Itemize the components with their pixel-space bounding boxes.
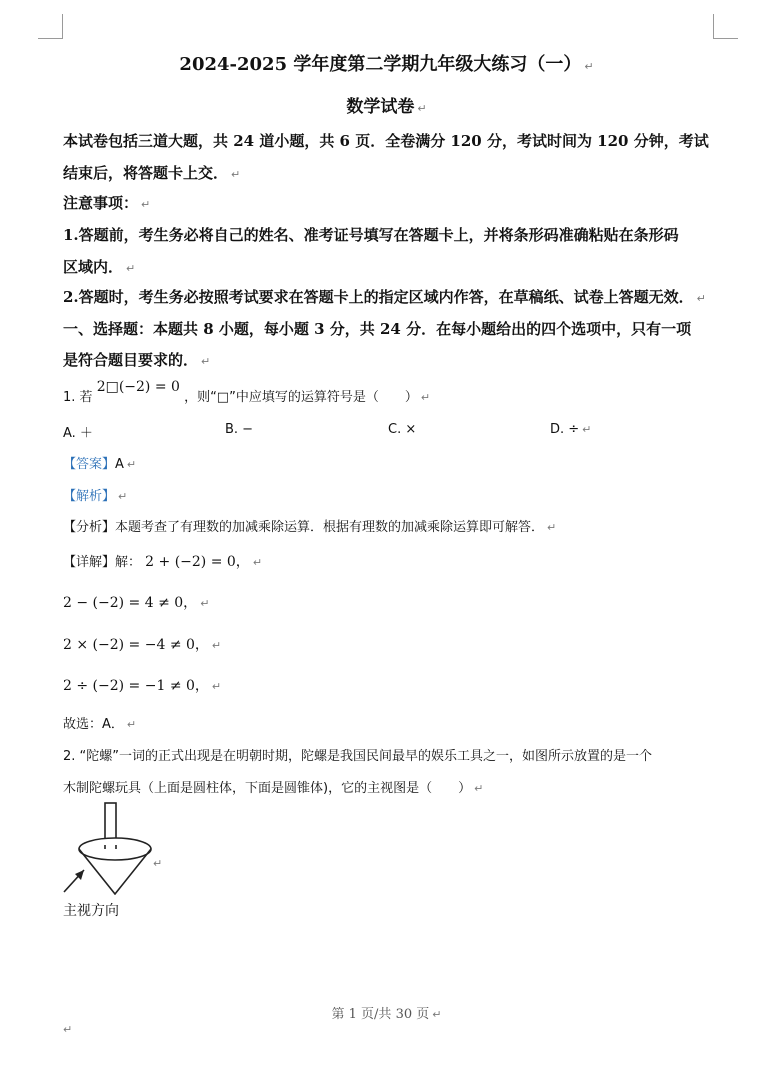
crop-mark-top-right [713,14,738,39]
q1-conclusion: 故选：A． ↵ [63,717,137,732]
q1-step-2: 2 − (−2) = 4 ≠ 0， ↵ [63,595,210,611]
q1-step-4: 2 ÷ (−2) = −1 ≠ 0， ↵ [63,678,222,694]
intro-line-1: 本试卷包括三道大题，共 24 道小题，共 6 页．全卷满分 120 分，考试时间为 120 分钟，考试 [63,132,709,150]
analysis-tag: 【解析】 [63,489,116,504]
page-footer: 第 1 页/共 30 页 ↵ [331,1007,442,1022]
exam-subtitle: 数学试卷 ↵ [346,97,427,117]
q1-answer: 【答案】A ↵ [63,457,137,472]
note-1-line-1: 1.答题前，考生务必将自己的姓名、准考证号填写在答题卡上，并将条形码准确粘贴在条形码 [63,226,679,244]
q1-fenxi: 【分析】本题考查了有理数的加减乘除运算．根据有理数的加减乘除运算即可解答． ↵ [63,520,557,535]
section-1-line-1: 一、选择题：本题共 8 小题，每小题 3 分，共 24 分．在每小题给出的四个选项中，只有一项 [63,320,692,338]
q1-analysis: 【解析】 ↵ [63,489,128,504]
q1-option-c: C. × [388,422,417,437]
crop-mark-top-left [38,14,63,39]
q1-detail: 【详解】解： 2 + (−2) = 0， ↵ [63,554,263,570]
intro-line-2: 结束后，将答题卡上交． ↵ [63,164,241,182]
spinning-top-figure [60,800,170,895]
q1-step-1: 2 + (−2) = 0， [145,554,250,570]
question-2-line-1: 2. “陀螺”一词的正式出现是在明朝时期，陀螺是我国民间最早的娱乐工具之一，如图所示放置的是一个 [63,749,653,764]
note-1-line-2: 区域内． ↵ [63,258,136,276]
figure-label: 主视方向 [63,903,119,919]
notes-title: 注意事项： ↵ [63,194,151,212]
question-1-stem: 1. 若 2□(−2) = 0 ，则“□”中应填写的运算符号是（ ） ↵ [63,379,431,405]
question-2-line-2: 木制陀螺玩具（上面是圆柱体，下面是圆锥体)，它的主视图是（ ） ↵ [63,781,484,796]
answer-tag: 【答案】 [63,457,116,472]
exam-title: 2024-2025 学年度第二学期九年级大练习（一） ↵ [179,54,594,75]
q1-option-b: B. − [225,422,254,437]
section-1-line-2: 是符合题目要求的． ↵ [63,351,211,369]
note-2: 2.答题时，考生务必按照考试要求在答题卡上的指定区域内作答，在草稿纸、试卷上答题无效． ↵ [63,288,706,306]
q1-option-d: D. ÷ ↵ [550,422,592,437]
q1-option-a: A. ＋ [63,426,93,441]
question-1-formula: 2□(−2) = 0 [96,379,180,395]
top-cone-rim [79,838,151,860]
q1-step-3: 2 × (−2) = −4 ≠ 0， ↵ [63,637,222,653]
